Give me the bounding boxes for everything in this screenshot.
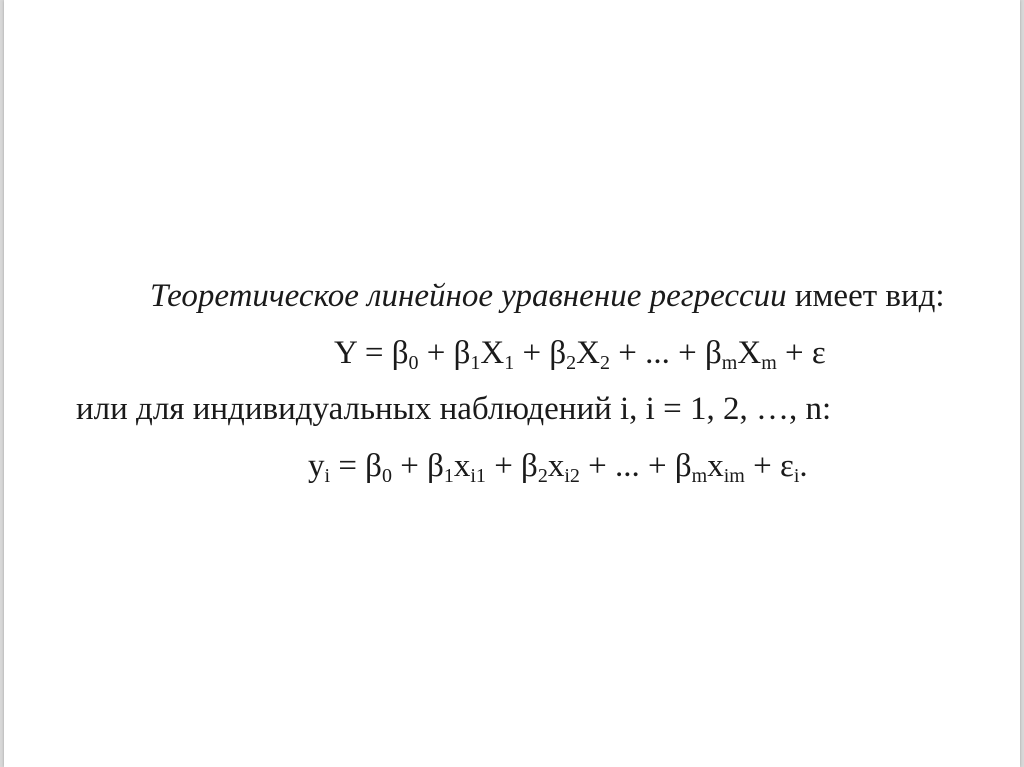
intro-italic-text: Теоретическое линейное уравнение регрессии [150, 278, 787, 314]
population-equation: $Y = \beta_0 + \beta_1X_1 + \beta_2X_2$ + ... + $\beta_mX_m + \varepsilon$ [334, 335, 826, 374]
intro-line [150, 276, 945, 316]
slide [4, 0, 1020, 767]
intro-rest-text: имеет вид: [786, 278, 945, 314]
sample-equation: $y_i = \beta_0 + \beta_1x_{i1} + \beta_2x_{i2}$ + ... + $\beta_mx_{im} + \varepsilon_i$. [308, 448, 808, 487]
sample-text: или для индивидуальных наблюдений i, i = 1, 2, …, n: [76, 391, 832, 427]
